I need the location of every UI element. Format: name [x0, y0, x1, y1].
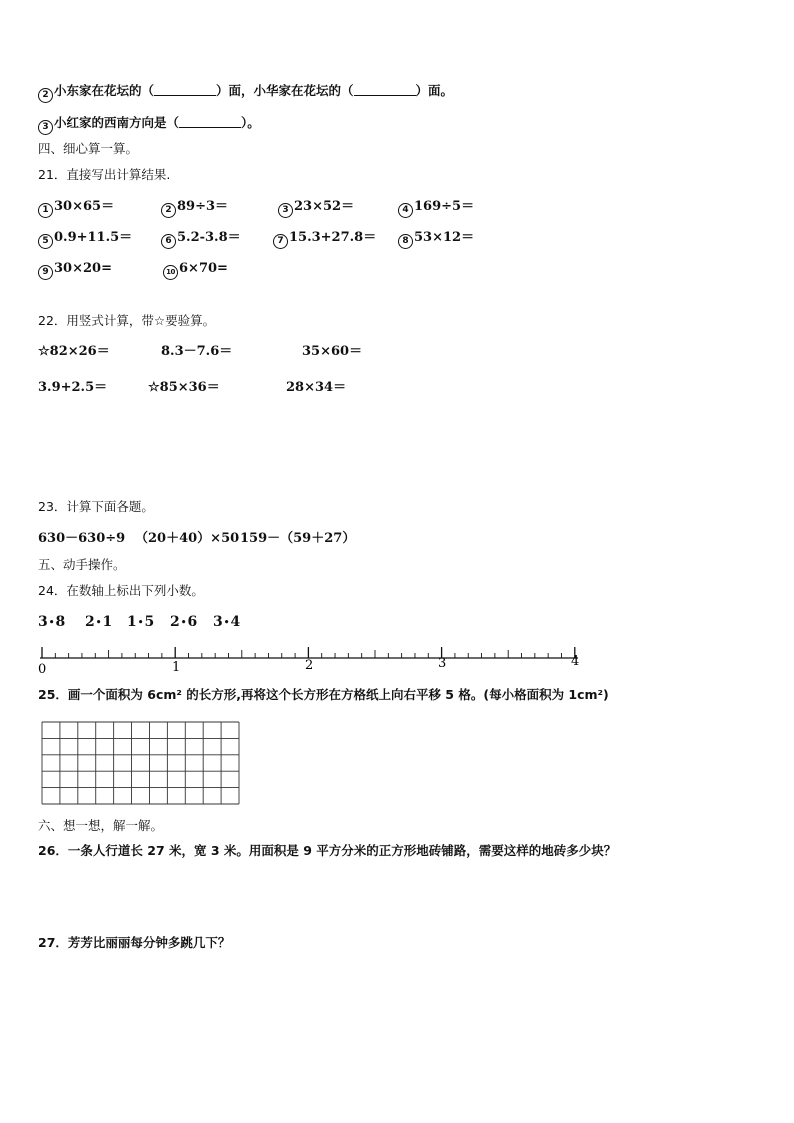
q21-title: 21．直接写出计算结果. [38, 167, 171, 182]
q21-item-1 [38, 199, 114, 218]
circle-number: 5 [38, 234, 53, 249]
q22-title: 22．用竖式计算，带☆要验算。 [38, 313, 216, 328]
q21-item-9 [38, 261, 112, 280]
number-line-ticks [42, 647, 575, 658]
section-5-title: 五、动手操作。 [38, 557, 126, 572]
q21-expr: 30×65＝ [54, 199, 115, 214]
q21-expr: 5.2-3.8＝ [177, 230, 241, 245]
section-4-title: 四、细心算一算。 [38, 141, 139, 156]
axis-label: 0 [38, 662, 47, 677]
decimal-value: 2•1 [85, 614, 114, 630]
q21-expr: 6×70= [179, 261, 228, 276]
q25-title: 25．画一个面积为 6cm² 的长方形,再将这个长方形在方格纸上向右平移 5 格。(每小格面积为 1cm²) [38, 687, 609, 702]
axis-label: 3 [438, 656, 447, 671]
q21-expr: 89÷3＝ [177, 199, 229, 214]
answer-blank[interactable] [179, 116, 241, 128]
q22-item: 28×34＝ [286, 380, 347, 395]
q23-item: 630－630÷9 [38, 531, 126, 546]
q22-item: 35×60＝ [302, 344, 363, 359]
decimal-value: 2•6 [170, 614, 199, 630]
q21-expr: 30×20= [54, 261, 112, 276]
q21-item-5 [38, 230, 132, 249]
grid-paper[interactable] [41, 721, 243, 805]
q20-sub3-text-a: 小红家的西南方向是（ [54, 115, 180, 130]
circle-number: 6 [161, 234, 176, 249]
q20-sub2-text-b: ）面，小华家在花坛的（ [216, 83, 354, 98]
q21-item-3 [278, 199, 354, 218]
circle-number: 4 [398, 203, 413, 218]
q21-item-6 [161, 230, 241, 249]
circle-number: 3 [278, 203, 293, 218]
q22-item: 3.9+2.5＝ [38, 380, 108, 395]
axis-label: 1 [172, 660, 181, 675]
q21-item-8 [398, 230, 474, 249]
circle-number: 2 [161, 203, 176, 218]
q22-item: 8.3－7.6＝ [161, 344, 233, 359]
circle-number-2: 2 [38, 88, 53, 103]
axis-label: 4 [571, 654, 580, 669]
q23-item: 159－（59＋27） [240, 531, 356, 546]
circle-number-3: 3 [38, 120, 53, 135]
decimal-value: 3•4 [213, 614, 242, 630]
number-line[interactable] [0, 640, 794, 680]
section-6-title: 六、想一想，解一解。 [38, 818, 164, 833]
q21-item-4 [398, 199, 474, 218]
decimal-value: 3•8 [38, 614, 67, 630]
q20-sub3-text-b: ）。 [241, 115, 260, 130]
answer-blank[interactable] [354, 84, 416, 96]
q21-item-10 [163, 261, 228, 280]
axis-label: 2 [305, 658, 314, 673]
q21-expr: 23×52＝ [294, 199, 355, 214]
grid-lines [42, 722, 239, 804]
circle-number: 7 [273, 234, 288, 249]
q21-expr: 53×12＝ [414, 230, 475, 245]
q20-sub2 [38, 83, 453, 103]
q22-item: ☆82×26＝ [38, 344, 110, 359]
q26-title: 26．一条人行道长 27 米，宽 3 米。用面积是 9 平方分米的正方形地砖铺路，需要这样的地砖多少块？ [38, 843, 617, 858]
answer-blank[interactable] [154, 84, 216, 96]
q21-item-2 [161, 199, 228, 218]
q21-expr: 0.9+11.5＝ [54, 230, 133, 245]
q24-title: 24．在数轴上标出下列小数。 [38, 583, 204, 598]
q23-item: （20＋40）×50 [135, 531, 240, 546]
circle-number: 8 [398, 234, 413, 249]
q21-expr: 15.3+27.8＝ [289, 230, 377, 245]
circle-number: 9 [38, 265, 53, 280]
q27-title: 27．芳芳比丽丽每分钟多跳几下？ [38, 935, 231, 950]
q20-sub2-text-c: ）面。 [415, 83, 454, 98]
circle-number: 1 [38, 203, 53, 218]
q21-item-7 [273, 230, 376, 249]
circle-number: 10 [163, 265, 178, 280]
q23-title: 23．计算下面各题。 [38, 499, 154, 514]
q22-item: ☆85×36＝ [148, 380, 220, 395]
q20-sub3 [38, 115, 260, 135]
decimal-value: 1•5 [127, 614, 156, 630]
q21-expr: 169÷5＝ [414, 199, 475, 214]
q20-sub2-text-a: 小东家在花坛的（ [54, 83, 155, 98]
